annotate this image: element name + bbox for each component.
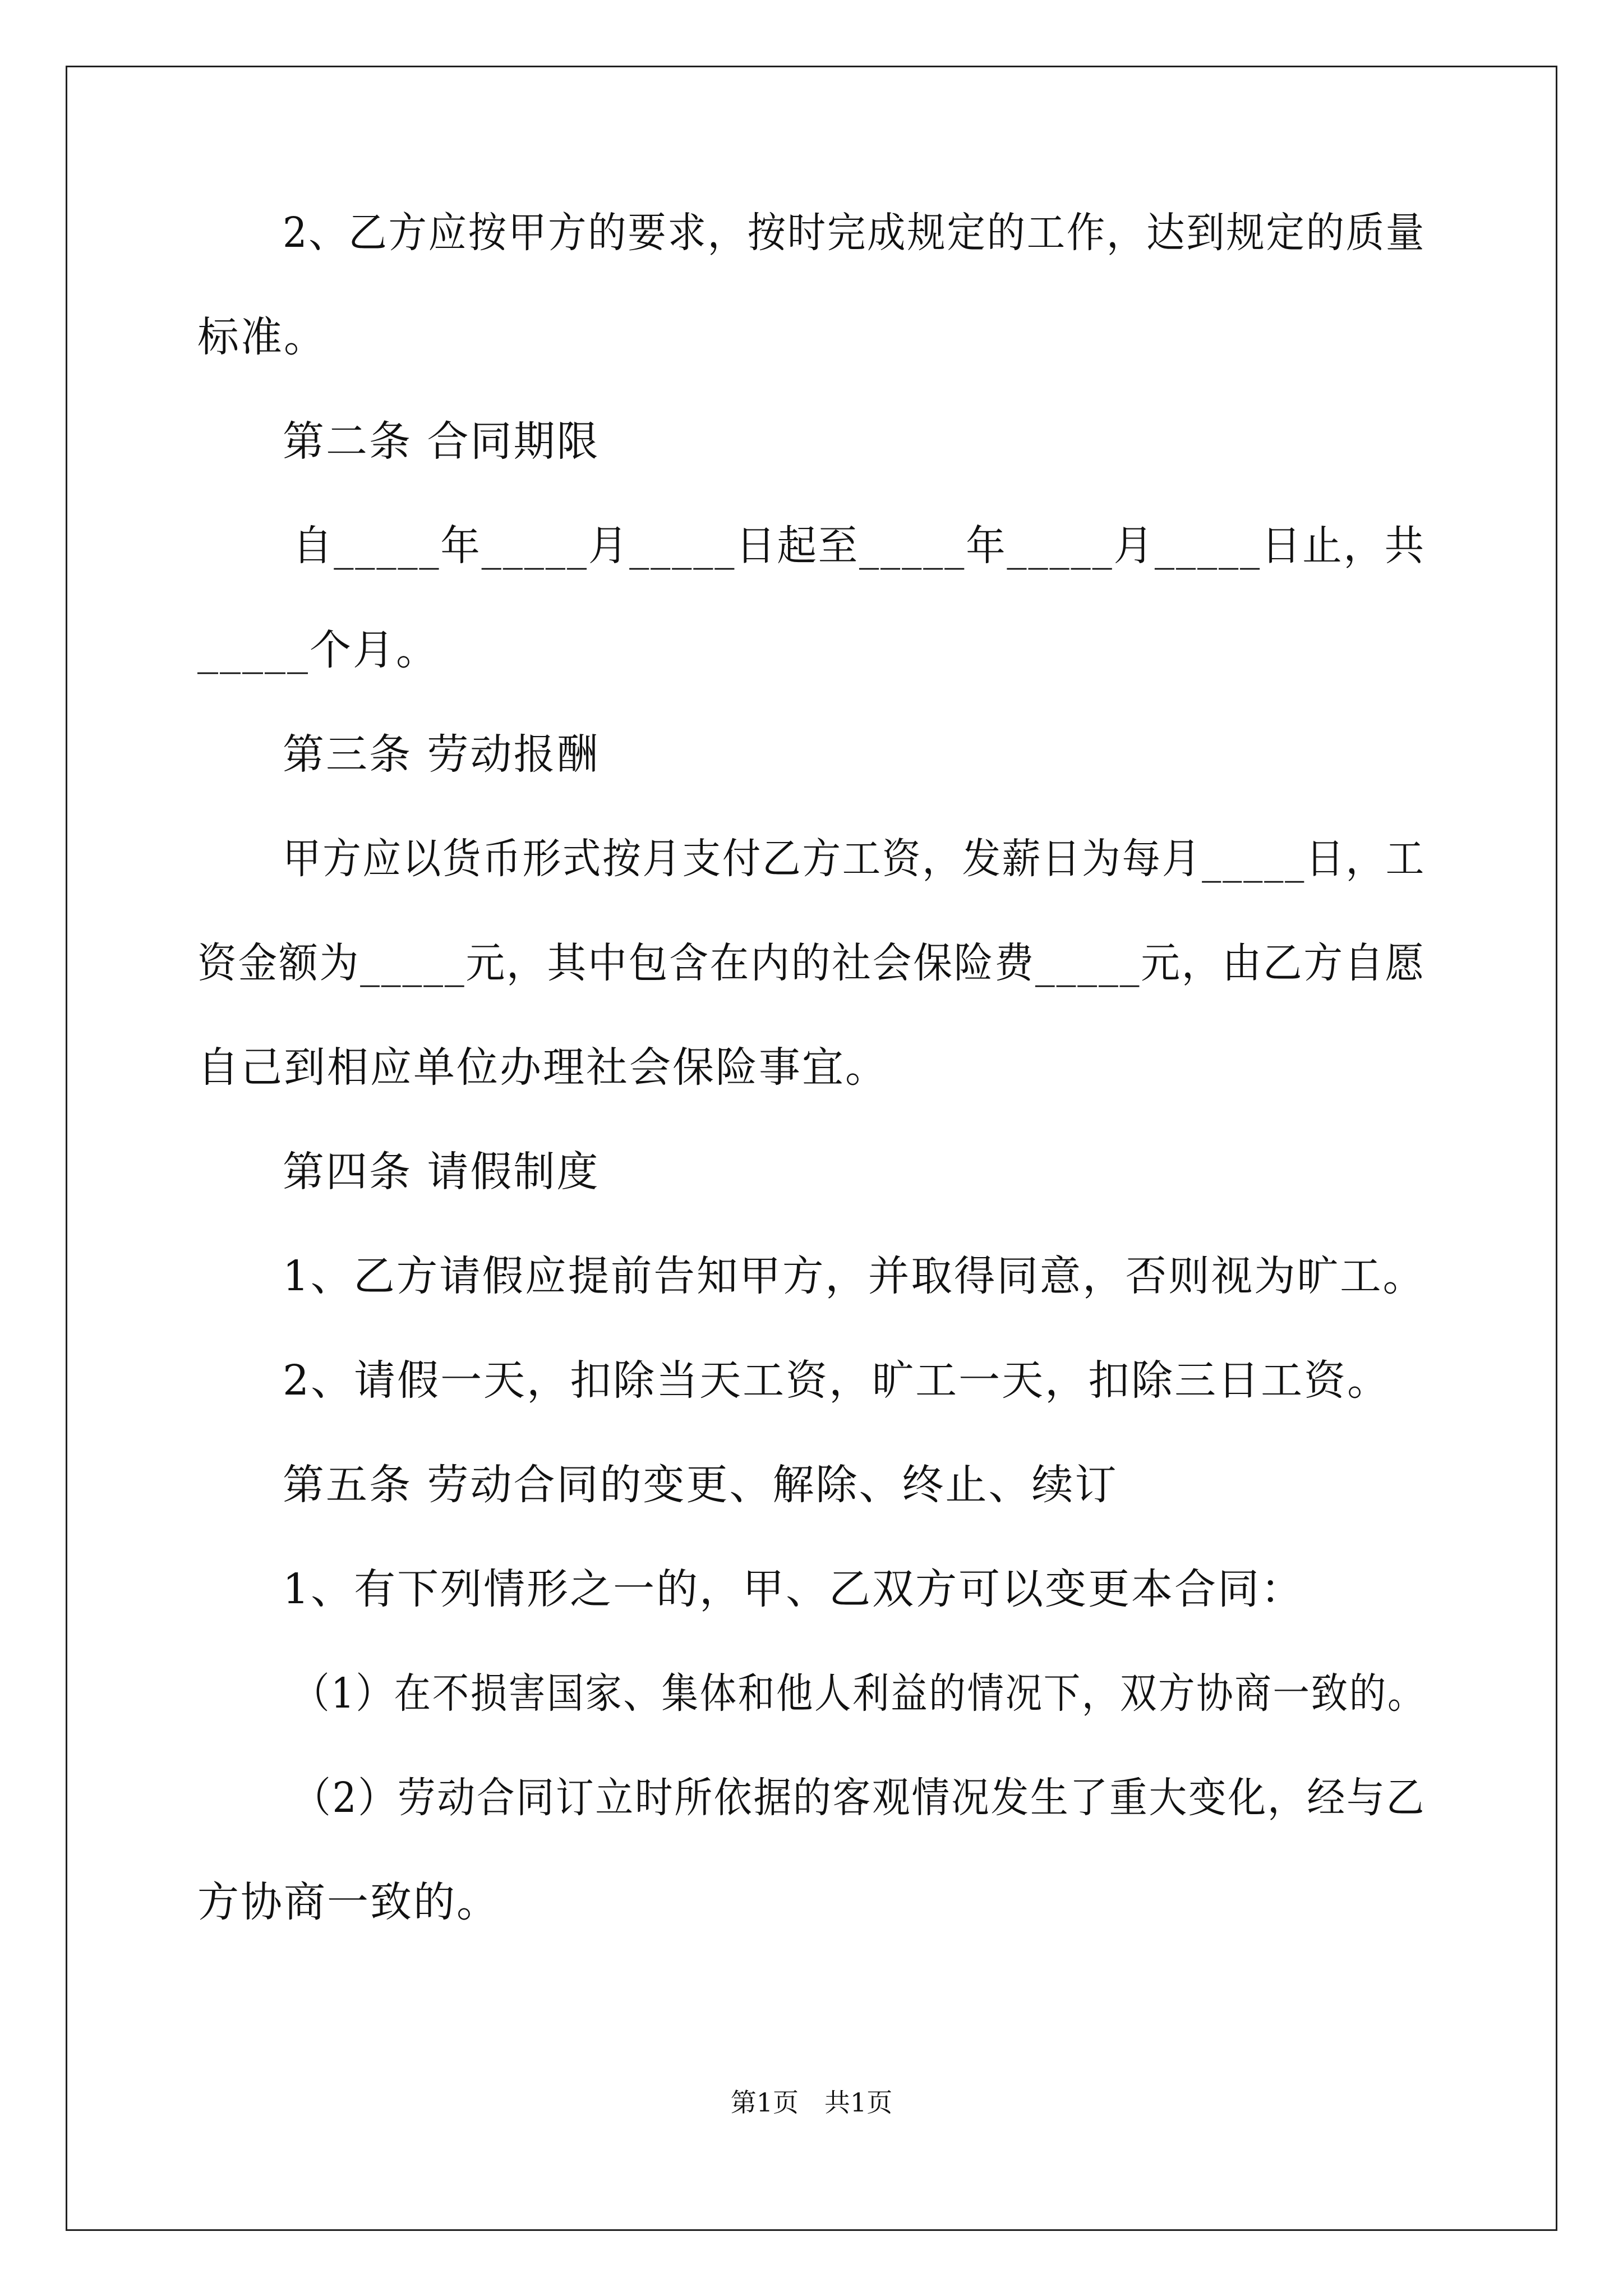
paragraph-line: （2）劳动合同订立时所依据的客观情况发生了重大变化，经与乙 bbox=[293, 1774, 1426, 1822]
paragraph-line: 自_____年_____月_____日起至_____年_____月_____日止，共 bbox=[293, 522, 1426, 570]
paragraph-line: （1）在不损害国家、集体和他人利益的情况下，双方协商一致的。 bbox=[293, 1669, 1426, 1718]
paragraph-line: 2、请假一天，扣除当天工资，旷工一天，扣除三日工资。 bbox=[283, 1356, 1391, 1405]
paragraph-line: 2、乙方应按甲方的要求，按时完成规定的工作，达到规定的质量 bbox=[283, 209, 1426, 257]
paragraph-line: 1、有下列情形之一的，甲、乙双方可以变更本合同： bbox=[283, 1565, 1304, 1613]
section-heading: 第二条 合同期限 bbox=[283, 417, 600, 466]
page-number: 第1页 共1页 bbox=[730, 2087, 893, 2118]
paragraph-line: _____个月。 bbox=[197, 626, 439, 674]
paragraph-line: 资金额为_____元，其中包含在内的社会保险费_____元，由乙方自愿 bbox=[197, 939, 1426, 987]
section-heading: 第五条 劳动合同的变更、解除、终止、续订 bbox=[283, 1461, 1118, 1509]
paragraph-line: 1、乙方请假应提前告知甲方，并取得同意，否则视为旷工。 bbox=[283, 1252, 1426, 1300]
section-heading: 第三条 劳动报酬 bbox=[283, 730, 600, 779]
paragraph-line: 方协商一致的。 bbox=[197, 1878, 500, 1926]
paragraph-line: 自己到相应单位办理社会保险事宜。 bbox=[197, 1043, 888, 1092]
section-heading: 第四条 请假制度 bbox=[283, 1148, 600, 1196]
paragraph-line: 标准。 bbox=[197, 313, 327, 361]
paragraph-line: 甲方应以货币形式按月支付乙方工资，发薪日为每月_____日，工 bbox=[283, 835, 1426, 883]
